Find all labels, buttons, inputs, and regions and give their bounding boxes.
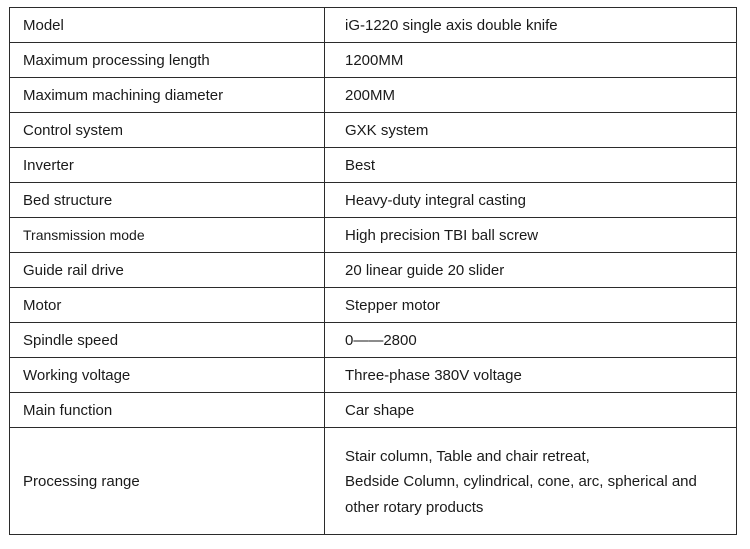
spec-value-line: Stair column, Table and chair retreat,	[345, 447, 590, 465]
spec-value: GXK system	[325, 113, 737, 148]
table-row-inverter	[10, 148, 737, 183]
table-row-working-voltage	[10, 358, 737, 393]
spec-value: 20 linear guide 20 slider	[325, 253, 737, 288]
table-row-motor	[10, 288, 737, 323]
table-row-max-processing-length	[10, 43, 737, 78]
spec-value: 0——2800	[325, 323, 737, 358]
table-row-transmission-mode	[10, 218, 737, 253]
spec-label: Guide rail drive	[10, 253, 325, 288]
spec-value: 200MM	[325, 78, 737, 113]
spec-value: Car shape	[325, 393, 737, 428]
spec-value-line: Bedside Column, cylindrical, cone, arc, spherical and	[345, 473, 697, 491]
spec-table	[9, 7, 737, 535]
spec-value: Heavy-duty integral casting	[325, 183, 737, 218]
spec-label: Maximum machining diameter	[10, 78, 325, 113]
spec-table-body	[10, 8, 737, 535]
spec-label: Transmission mode	[10, 218, 325, 253]
spec-label: Motor	[10, 288, 325, 323]
table-row-spindle-speed	[10, 323, 737, 358]
table-row-bed-structure	[10, 183, 737, 218]
table-row-processing-range	[10, 428, 737, 535]
spec-label: Processing range	[10, 428, 325, 535]
table-row-model	[10, 8, 737, 43]
spec-label: Main function	[10, 393, 325, 428]
spec-value: Three-phase 380V voltage	[325, 358, 737, 393]
spec-label: Working voltage	[10, 358, 325, 393]
spec-value: iG-1220 single axis double knife	[325, 8, 737, 43]
spec-value: Stepper motor	[325, 288, 737, 323]
table-row-guide-rail-drive	[10, 253, 737, 288]
spec-label: Bed structure	[10, 183, 325, 218]
spec-value: 1200MM	[325, 43, 737, 78]
spec-value: High precision TBI ball screw	[325, 218, 737, 253]
spec-label: Inverter	[10, 148, 325, 183]
spec-label: Spindle speed	[10, 323, 325, 358]
spec-value: Best	[325, 148, 737, 183]
spec-label: Maximum processing length	[10, 43, 325, 78]
spec-value-line: other rotary products	[345, 498, 484, 516]
table-row-control-system	[10, 113, 737, 148]
spec-label: Control system	[10, 113, 325, 148]
table-row-main-function	[10, 393, 737, 428]
spec-value-multiline	[325, 428, 737, 535]
table-row-max-machining-diameter	[10, 78, 737, 113]
spec-label: Model	[10, 8, 325, 43]
